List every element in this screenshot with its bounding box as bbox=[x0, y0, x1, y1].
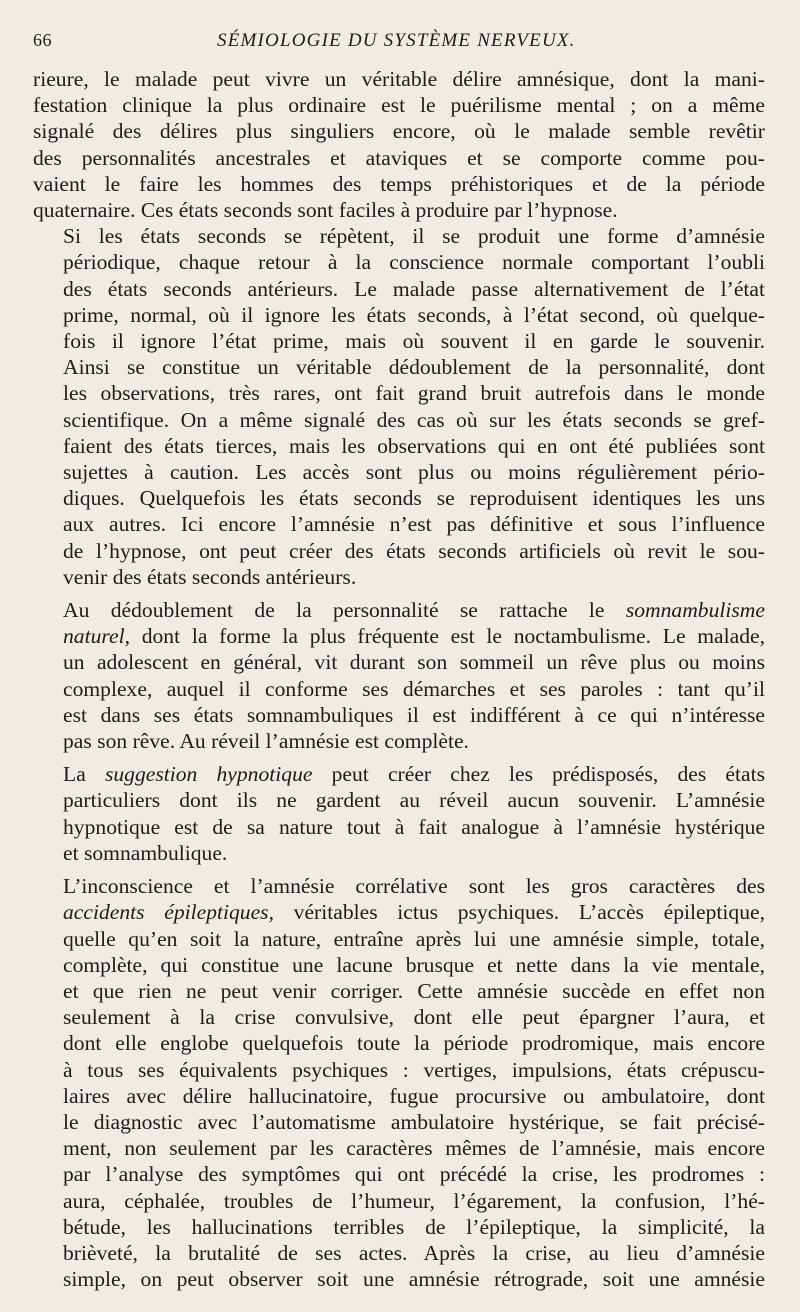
text-line: pas son rêve. Au réveil l’amnésie est complète. bbox=[63, 729, 469, 754]
text-line: périodique, chaque retour à la conscience normale comportant l’oubli bbox=[63, 250, 765, 275]
text-line: est dans ses états somnambuliques il est indifférent à ce qui n’intéresse bbox=[63, 702, 765, 727]
text-line: venir des états seconds antérieurs. bbox=[63, 564, 357, 589]
text-line: La suggestion hypnotique peut créer chez les prédisposés, des états bbox=[63, 762, 765, 787]
text-line: fois il ignore l’état prime, mais où souvent il en garde le souvenir. bbox=[63, 329, 765, 354]
text-line: Au dédoublement de la personnalité se rattache le somnambulisme bbox=[63, 598, 765, 623]
text-line: scientifique. On a même signalé des cas où sur les états seconds se gref- bbox=[63, 407, 765, 432]
text-line: quelle qu’en soit la nature, entraîne après lui une amnésie simple, totale, bbox=[63, 926, 765, 951]
text-line: Ainsi se constitue un véritable dédoublement de la personnalité, dont bbox=[63, 355, 765, 380]
text-line: festation clinique la plus ordinaire est le puérilisme mental ; on a même bbox=[33, 93, 765, 118]
text-line: sujettes à caution. Les accès sont plus ou moins régulièrement pério- bbox=[63, 460, 765, 485]
text-line: brièveté, la brutalité de ses actes. Après la crise, au lieu d’amnésie bbox=[63, 1240, 765, 1265]
text-line: simple, on peut observer soit une amnésie rétrograde, soit une amnésie bbox=[63, 1267, 765, 1292]
text-line: des personnalités ancestrales et ataviques et se comporte comme pou- bbox=[33, 145, 765, 170]
text-line: dont elle englobe quelquefois toute la période prodromique, mais encore bbox=[63, 1031, 765, 1056]
paragraph bbox=[33, 873, 765, 1292]
text-line: L’inconscience et l’amnésie corrélative sont les gros caractères des bbox=[63, 874, 765, 899]
text-line: et que rien ne peut venir corriger. Cette amnésie succède en effet non bbox=[63, 978, 765, 1003]
text-line: bétude, les hallucinations terribles de l’épileptique, la simplicité, la bbox=[63, 1214, 765, 1239]
paragraph bbox=[33, 66, 765, 223]
text-line: rieure, le malade peut vivre un véritable délire amnésique, dont la mani- bbox=[33, 67, 765, 91]
text-line: diques. Quelquefois les états seconds se reproduisent identiques les uns bbox=[63, 486, 765, 511]
page-header bbox=[33, 30, 760, 60]
body-text bbox=[33, 66, 765, 1292]
text-line: complète, qui constitue une lacune brusque et nette dans la vie mentale, bbox=[63, 952, 765, 977]
paragraph bbox=[33, 223, 765, 590]
text-line: à tous ses équivalents psychiques : vertiges, impulsions, états crépuscu- bbox=[63, 1057, 765, 1082]
text-line: de l’hypnose, ont peut créer des états seconds artificiels où revit le sou- bbox=[63, 538, 765, 563]
text-line: par l’analyse des symptômes qui ont précédé la crise, les prodromes : bbox=[63, 1162, 765, 1187]
text-line: seulement à la crise convulsive, dont elle peut épargner l’aura, et bbox=[63, 1005, 765, 1030]
text-line: des états seconds antérieurs. Le malade passe alternativement de l’état bbox=[63, 276, 765, 301]
text-line: hypnotique est de sa nature tout à fait analogue à l’amnésie hystérique bbox=[63, 814, 765, 839]
text-line: aux autres. Ici encore l’amnésie n’est pas définitive et sous l’influence bbox=[63, 512, 765, 537]
text-line: prime, normal, où il ignore les états seconds, à l’état second, où quelque- bbox=[63, 302, 765, 327]
text-line: quaternaire. Ces états seconds sont faciles à produire par l’hypnose. bbox=[33, 198, 618, 223]
text-line: signalé des délires plus singuliers encore, où le malade semble revêtir bbox=[33, 119, 765, 144]
text-line: vaient le faire les hommes des temps préhistoriques et de la période bbox=[33, 171, 765, 196]
page-number: 66 bbox=[33, 30, 52, 50]
text-line: un adolescent en général, vit durant son sommeil un rêve plus ou moins bbox=[63, 650, 765, 675]
text-line: aura, céphalée, troubles de l’humeur, l’égarement, la confusion, l’hé- bbox=[63, 1188, 765, 1213]
running-title: SÉMIOLOGIE DU SYSTÈME NERVEUX. bbox=[217, 30, 576, 51]
text-line: et somnambulique. bbox=[63, 840, 228, 865]
text-line: les observations, très rares, ont fait grand bruit autrefois dans le monde bbox=[63, 381, 765, 406]
text-line: ment, non seulement par les caractères mêmes de l’amnésie, mais encore bbox=[63, 1136, 765, 1161]
text-line: laires avec délire hallucinatoire, fugue procursive ou ambulatoire, dont bbox=[63, 1083, 765, 1108]
text-line: accidents épileptiques, véritables ictus psychiques. L’accès épileptique, bbox=[63, 900, 765, 925]
text-line: le diagnostic avec l’automatisme ambulatoire hystérique, se fait précisé- bbox=[63, 1109, 765, 1134]
text-line: particuliers dont ils ne gardent au réveil aucun souvenir. L’amnésie bbox=[63, 788, 765, 813]
text-line: complexe, auquel il conforme ses démarches et ses paroles : tant qu’il bbox=[63, 676, 765, 701]
paragraph bbox=[33, 597, 765, 754]
text-line: naturel, dont la forme la plus fréquente est le noctambulisme. Le malade, bbox=[63, 624, 765, 649]
text-line: faient des états tierces, mais les observations qui en ont été publiées sont bbox=[63, 433, 765, 458]
text-line: Si les états seconds se répètent, il se produit une forme d’amnésie bbox=[63, 224, 765, 249]
paragraph bbox=[33, 761, 765, 866]
